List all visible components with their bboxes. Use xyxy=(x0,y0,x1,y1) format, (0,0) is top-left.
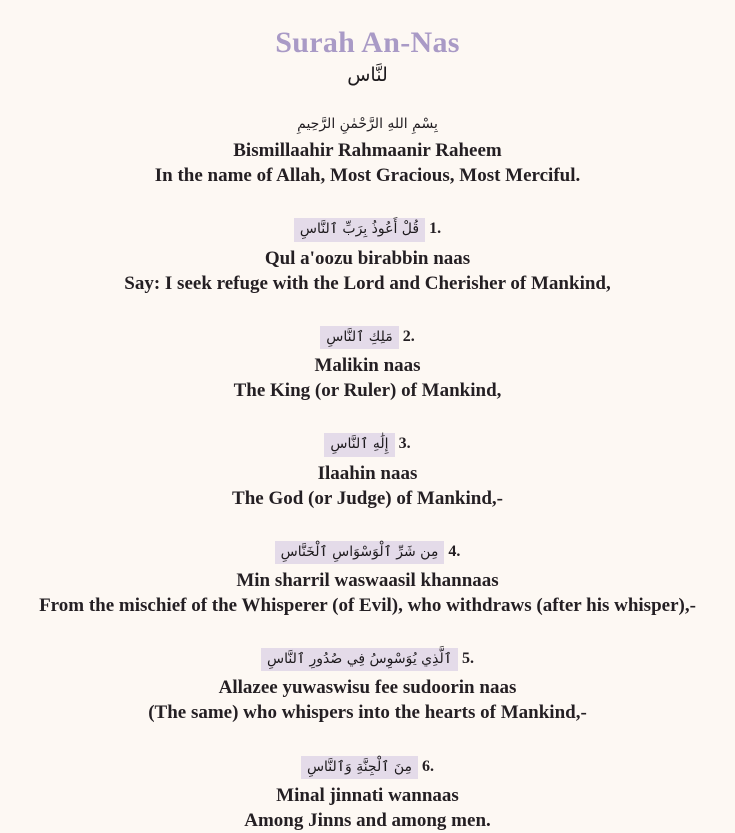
ayah-translation: Among Jinns and among men. xyxy=(244,809,491,831)
verse-block xyxy=(14,218,721,295)
ayah-number: 6. xyxy=(422,757,435,775)
ayah-number: 4. xyxy=(448,542,461,560)
ayah-number: 5. xyxy=(461,650,474,668)
bismillah-block xyxy=(14,114,721,188)
ayah-arabic: قُلْ أَعُوذُ بِرَبِّ ٱلنَّاسِ xyxy=(294,218,425,241)
page-title: Surah An-Nas xyxy=(275,26,460,59)
ayah-number: 3. xyxy=(398,435,411,453)
ayah-transliteration: Min sharril waswaasil khannaas xyxy=(236,569,499,591)
page-title-arabic: لنَّاس xyxy=(347,63,388,86)
ayah-line xyxy=(14,541,721,564)
ayah-translation: The God (or Judge) of Mankind,- xyxy=(232,487,503,509)
ayah-transliteration: Malikin naas xyxy=(314,355,421,377)
ayah-translation: Say: I seek refuge with the Lord and Cherisher of Mankind, xyxy=(124,272,611,294)
verse-block xyxy=(14,433,721,510)
verse-block xyxy=(14,756,721,833)
ayah-line xyxy=(14,433,721,456)
ayah-transliteration: Allazee yuwaswisu fee sudoorin naas xyxy=(218,677,517,699)
ayah-arabic: إِلَٰهِ ٱلنَّاسِ xyxy=(324,433,394,456)
verse-block xyxy=(14,541,721,618)
ayah-arabic: مَلِكِ ٱلنَّاسِ xyxy=(320,326,398,349)
ayah-transliteration: Ilaahin naas xyxy=(317,462,418,484)
ayah-translation: (The same) who whispers into the hearts of Mankind,- xyxy=(148,702,587,724)
ayah-arabic: مِن شَرِّ ٱلْوَسْوَاسِ ٱلْخَنَّاسِ xyxy=(275,541,445,564)
ayah-transliteration: Qul a'oozu birabbin naas xyxy=(264,247,471,269)
ayah-line xyxy=(14,218,721,241)
ayah-translation: The King (or Ruler) of Mankind, xyxy=(233,380,502,402)
ayah-line xyxy=(14,648,721,671)
ayah-line xyxy=(14,326,721,349)
bismillah-arabic: بِسْمِ اللهِ الرَّحْمٰنِ الرَّحِيمِ xyxy=(297,116,438,133)
ayah-number: 1. xyxy=(429,220,442,238)
bismillah-translation: In the name of Allah, Most Gracious, Most Merciful. xyxy=(154,165,581,187)
verse-block xyxy=(14,326,721,403)
ayah-transliteration: Minal jinnati wannaas xyxy=(276,784,459,806)
verse-block xyxy=(14,648,721,725)
bismillah-transliteration: Bismillaahir Rahmaanir Raheem xyxy=(233,140,502,162)
ayah-number: 2. xyxy=(402,327,415,345)
ayah-arabic: ٱلَّذِي يُوَسْوِسُ فِي صُدُورِ ٱلنَّاسِ xyxy=(261,648,458,671)
ayah-line xyxy=(14,756,721,779)
ayah-arabic: مِنَ ٱلْجِنَّةِ وَٱلنَّاسِ xyxy=(301,756,418,779)
ayah-translation: From the mischief of the Whisperer (of Evil), who withdraws (after his whisper),- xyxy=(39,595,696,617)
